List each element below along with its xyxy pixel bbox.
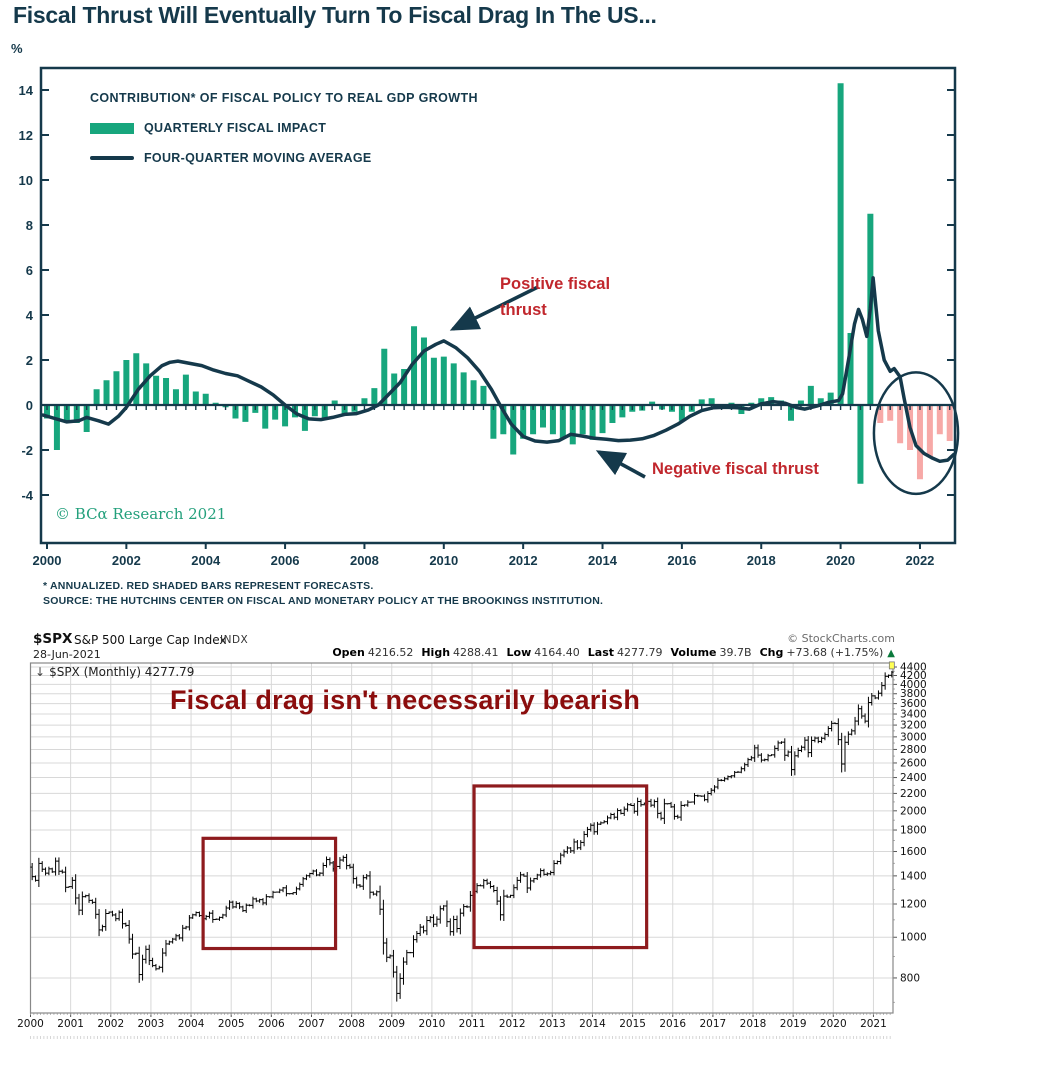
price-tick-label: 3600 bbox=[900, 698, 927, 711]
year-tick-label: 2017 bbox=[699, 1018, 727, 1030]
x-tick-label: 2018 bbox=[746, 553, 776, 568]
quarterly-bar bbox=[451, 363, 457, 405]
price-tick-label: 2000 bbox=[900, 805, 927, 818]
year-tick-label: 2008 bbox=[338, 1018, 365, 1030]
y-tick-label: 0 bbox=[25, 398, 33, 413]
quarterly-bar bbox=[94, 389, 100, 405]
spx-chart bbox=[17, 662, 927, 1040]
year-tick-label: 2020 bbox=[819, 1018, 847, 1030]
legend bbox=[90, 91, 478, 165]
price-tick-label: 3000 bbox=[900, 731, 927, 744]
quote-label: High bbox=[421, 646, 451, 659]
year-tick-label: 2010 bbox=[418, 1018, 446, 1030]
quote-label: Open bbox=[332, 646, 365, 659]
line-series-label: FOUR-QUARTER MOVING AVERAGE bbox=[144, 151, 372, 165]
y-tick-label: -4 bbox=[21, 488, 33, 503]
down-arrow-icon: ↓ bbox=[35, 665, 46, 679]
stockcharts-watermark: © StockCharts.com bbox=[787, 632, 895, 645]
x-tick-label: 2002 bbox=[111, 553, 141, 568]
quarterly-bar bbox=[480, 386, 486, 405]
year-tick-label: 2009 bbox=[378, 1018, 406, 1030]
spx-quote-line bbox=[324, 646, 895, 659]
price-tick-label: 1200 bbox=[900, 898, 927, 911]
price-tick-label: 2800 bbox=[900, 743, 927, 756]
year-tick-label: 2001 bbox=[57, 1018, 85, 1030]
quote-label: Volume bbox=[670, 646, 717, 659]
footnote-source: SOURCE: THE HUTCHINS CENTER ON FISCAL AND MONETARY POLICY AT THE BROOKINGS INSTITUTION. bbox=[43, 595, 604, 607]
quarterly-bar bbox=[560, 405, 566, 439]
price-tick-label: 1000 bbox=[900, 931, 927, 944]
price-tick-label: 2400 bbox=[900, 772, 927, 785]
year-tick-label: 2018 bbox=[739, 1018, 767, 1030]
year-tick-label: 2003 bbox=[137, 1018, 165, 1030]
price-tick-label: 4000 bbox=[900, 678, 927, 691]
page-title: Fiscal Thrust Will Eventually Turn To Fiscal Drag In The US... bbox=[13, 2, 657, 28]
footnote-annualized: * ANNUALIZED. RED SHADED BARS REPRESENT FORECASTS. bbox=[43, 580, 374, 592]
quarterly-bar bbox=[857, 405, 863, 484]
price-tick-label: 3200 bbox=[900, 719, 927, 732]
quarterly-bar bbox=[590, 405, 596, 440]
spx-date: 28-Jun-2021 bbox=[33, 648, 101, 661]
x-tick-label: 2020 bbox=[826, 553, 856, 568]
price-tick-label: 2600 bbox=[900, 757, 927, 770]
quarterly-bar bbox=[461, 372, 467, 405]
quote-value: 4277.79 bbox=[617, 646, 663, 659]
quarterly-bar bbox=[947, 405, 953, 441]
price-tick-label: 800 bbox=[900, 972, 921, 985]
quarterly-bar bbox=[153, 376, 159, 405]
year-tick-label: 2011 bbox=[458, 1018, 486, 1030]
year-tick-label: 2006 bbox=[257, 1018, 285, 1030]
quarterly-bar bbox=[104, 380, 110, 405]
quote-label: Last bbox=[587, 646, 615, 659]
year-tick-label: 2019 bbox=[779, 1018, 807, 1030]
spx-overlay-label bbox=[35, 665, 194, 679]
line-series-swatch-icon bbox=[90, 156, 134, 160]
x-tick-label: 2014 bbox=[588, 553, 617, 568]
price-tick-label: 3400 bbox=[900, 708, 927, 721]
quarterly-bar bbox=[490, 405, 496, 439]
quote-label: Low bbox=[506, 646, 532, 659]
quarterly-bar bbox=[123, 360, 129, 405]
quarterly-bar bbox=[54, 405, 60, 450]
price-tick-label: 1400 bbox=[900, 870, 927, 883]
price-tick-label: 4200 bbox=[900, 669, 927, 682]
year-tick-label: 2002 bbox=[97, 1018, 125, 1030]
quarterly-bar bbox=[431, 358, 437, 405]
x-tick-label: 2000 bbox=[32, 553, 62, 568]
annotation-negative-thrust: Negative fiscal thrust bbox=[652, 460, 819, 478]
y-tick-label: 6 bbox=[25, 263, 33, 278]
y-tick-label: 10 bbox=[18, 173, 33, 188]
year-tick-label: 2015 bbox=[619, 1018, 646, 1030]
quarterly-bar bbox=[193, 392, 199, 406]
quote-value: 4288.41 bbox=[453, 646, 499, 659]
price-tick-label: 4400 bbox=[900, 661, 927, 674]
quarterly-bar bbox=[897, 405, 903, 443]
quarterly-bar bbox=[471, 380, 477, 405]
quarterly-bar bbox=[173, 389, 179, 405]
y-tick-label: 2 bbox=[25, 353, 33, 368]
copyright-bca: © BCα Research 2021 bbox=[55, 505, 227, 523]
year-tick-label: 2014 bbox=[579, 1018, 606, 1030]
quarterly-bar bbox=[113, 371, 119, 405]
legend-heading: CONTRIBUTION* OF FISCAL POLICY TO REAL GDP GROWTH bbox=[90, 91, 478, 105]
quote-value: 4164.40 bbox=[534, 646, 580, 659]
year-tick-label: 2021 bbox=[860, 1018, 887, 1030]
x-tick-label: 2006 bbox=[270, 553, 300, 568]
annotation-positive-thrust: Positive fiscal thrust bbox=[500, 275, 611, 319]
annotation-fiscal-drag: Fiscal drag isn't necessarily bearish bbox=[169, 685, 641, 715]
quarterly-bar bbox=[183, 375, 189, 405]
x-tick-label: 2016 bbox=[667, 553, 697, 568]
legend-row-bars bbox=[90, 121, 478, 135]
y-tick-label: 4 bbox=[25, 308, 33, 323]
year-tick-label: 2016 bbox=[659, 1018, 687, 1030]
quarterly-bar bbox=[808, 386, 814, 405]
price-tick-label: 1800 bbox=[900, 824, 927, 837]
quarterly-bar bbox=[163, 378, 169, 405]
quarterly-bar bbox=[421, 338, 427, 406]
y-tick-label: 14 bbox=[18, 83, 33, 98]
spx-overlay-text: $SPX (Monthly) 4277.79 bbox=[49, 665, 195, 679]
spx-symbol: $SPX bbox=[33, 631, 73, 647]
y-tick-label: 8 bbox=[25, 218, 33, 233]
x-tick-label: 2004 bbox=[191, 553, 221, 568]
year-tick-label: 2012 bbox=[498, 1018, 526, 1030]
up-triangle-icon: ▲ bbox=[887, 648, 895, 659]
y-tick-label: 12 bbox=[18, 128, 33, 143]
quarterly-bar bbox=[917, 405, 923, 479]
y-tick-label: -2 bbox=[21, 443, 33, 458]
last-bar-marker bbox=[889, 662, 894, 669]
quote-value: 39.7B bbox=[719, 646, 752, 659]
bar-series-swatch-icon bbox=[90, 123, 134, 134]
quote-value: 4216.52 bbox=[367, 646, 414, 659]
highlight-box bbox=[203, 838, 335, 948]
quarterly-bar bbox=[927, 405, 933, 457]
x-tick-label: 2008 bbox=[349, 553, 379, 568]
x-tick-label: 2022 bbox=[905, 553, 935, 568]
y-axis-unit-label: % bbox=[11, 41, 23, 56]
year-tick-label: 2000 bbox=[17, 1018, 44, 1030]
spx-price-bars bbox=[30, 671, 893, 1002]
year-tick-label: 2007 bbox=[298, 1018, 325, 1030]
forecast-ellipse bbox=[874, 372, 958, 494]
quarterly-bar bbox=[371, 388, 377, 405]
price-tick-label: 3800 bbox=[900, 688, 927, 701]
year-tick-label: 2004 bbox=[177, 1018, 205, 1030]
quarterly-bar bbox=[570, 405, 576, 444]
spx-index-name: S&P 500 Large Cap Index bbox=[74, 633, 227, 647]
year-tick-label: 2013 bbox=[538, 1018, 566, 1030]
price-tick-label: 2200 bbox=[900, 787, 927, 800]
arrow-negative-thrust bbox=[599, 452, 645, 477]
year-tick-label: 2005 bbox=[217, 1018, 245, 1030]
price-tick-label: 1600 bbox=[900, 846, 927, 859]
bar-series-label: QUARTERLY FISCAL IMPACT bbox=[144, 121, 327, 135]
x-tick-label: 2012 bbox=[508, 553, 538, 568]
x-tick-label: 2010 bbox=[429, 553, 459, 568]
quote-label: Chg bbox=[759, 646, 784, 659]
quarterly-bar bbox=[203, 394, 209, 405]
quarterly-bar bbox=[441, 357, 447, 405]
quote-value: +73.68 (+1.75%) bbox=[786, 646, 884, 659]
quarterly-bar bbox=[838, 83, 844, 405]
legend-row-line bbox=[90, 151, 478, 165]
spx-exchange: INDX bbox=[220, 634, 249, 646]
